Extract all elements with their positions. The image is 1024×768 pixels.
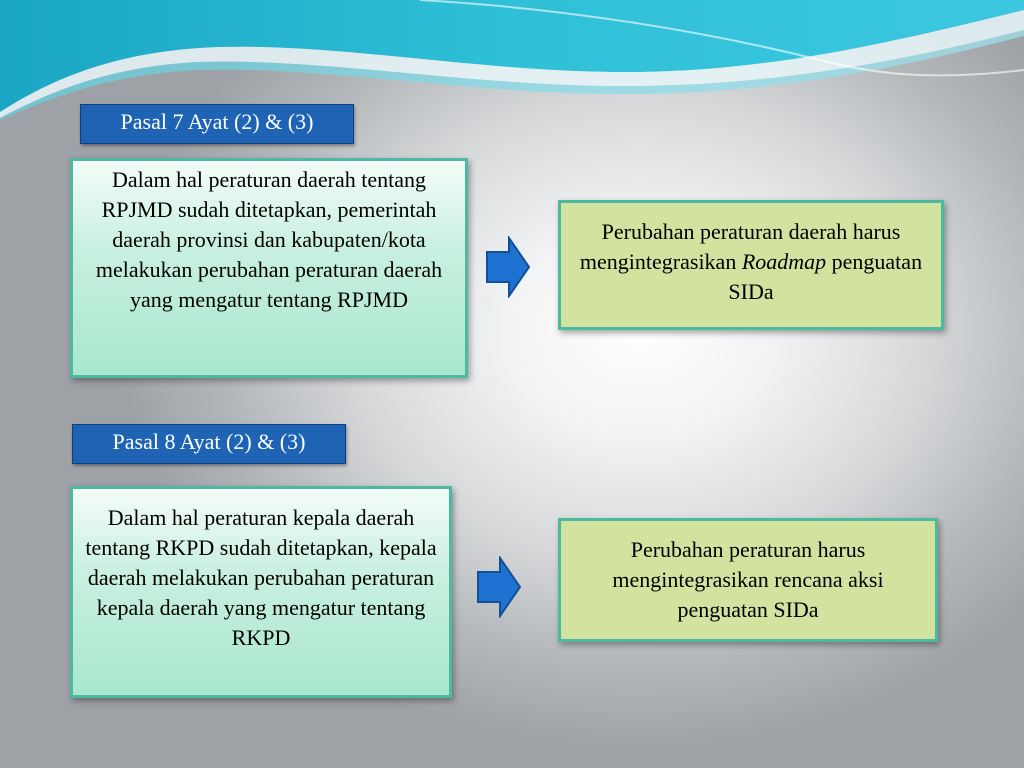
right-arrow-icon: [485, 236, 531, 298]
result-text-start: Perubahan peraturan daerah harus mengintegrasikan: [579, 219, 901, 274]
pasal-8-label: Pasal 8 Ayat (2) & (3): [72, 424, 346, 464]
right-arrow-icon: [476, 556, 522, 618]
rkpd-source-box: Dalam hal peraturan kepala daerah tentang RKPD sudah ditetapkan, kepala daerah melakukan perubahan peraturan kepala daerah yang mengatur tentang RKPD: [70, 486, 452, 698]
header-wave-decoration: [0, 0, 1024, 120]
result-text-end: penguatan SIDa: [728, 249, 923, 304]
roadmap-italic-text: Roadmap: [741, 249, 827, 274]
roadmap-result-box: [558, 200, 944, 330]
rpjmd-source-box: Dalam hal peraturan daerah tentang RPJMD sudah ditetapkan, pemerintah daerah provinsi dan kabupaten/kota melakukan perubahan peraturan daerah yang mengatur tentang RPJMD: [70, 158, 468, 378]
pasal-7-label: Pasal 7 Ayat (2) & (3): [80, 104, 354, 144]
action-plan-result-box: Perubahan peraturan harus mengintegrasikan rencana aksi penguatan SIDa: [558, 518, 938, 642]
